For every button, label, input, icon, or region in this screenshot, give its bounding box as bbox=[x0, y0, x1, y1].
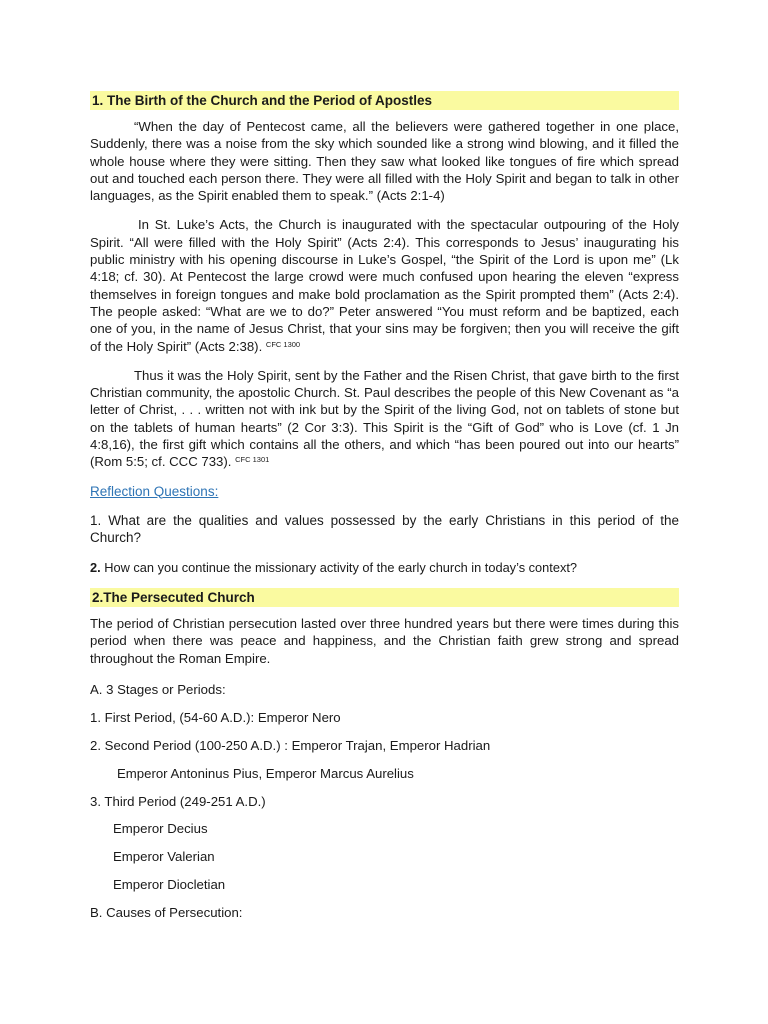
stages-title: A. 3 Stages or Periods: bbox=[90, 682, 226, 698]
reference-cfc-1301: CFC 1301 bbox=[235, 455, 270, 465]
second-period-item: 2. Second Period (100-250 A.D.) : Emperor Trajan, Emperor Hadrian bbox=[90, 737, 491, 753]
emperor-list-item: Emperor Valerian bbox=[113, 849, 215, 865]
question-2-number: 2. bbox=[90, 559, 101, 575]
causes-of-persecution-title: B. Causes of Persecution: bbox=[90, 905, 243, 921]
reflection-question-2 bbox=[90, 559, 679, 577]
question-2-text: How can you continue the missionary activity of the early church in today’s context? bbox=[100, 559, 578, 575]
second-period-continued: Emperor Antoninus Pius, Emperor Marcus Aurelius bbox=[117, 765, 414, 781]
document-content bbox=[90, 91, 679, 932]
holy-spirit-paragraph bbox=[90, 367, 679, 471]
holy-spirit-text: Thus it was the Holy Spirit, sent by the Father and the Risen Christ, that gave birth to the first Christian community, the apostolic Church. St. Paul describes the people of this New Covenant as “a letter of Christ, . . . written not with ink but by the Spirit of the living God, not on tablets of stone but on the tablets of human hearts” (2 Cor 3:3). This Spirit is the “Gift of God” who is Love (cf. 1 Jn 4:8,16), the first gift which contains all the others, and which “has been poured out into our hearts” (Rom 5:5; cf. CCC 733). bbox=[90, 367, 679, 470]
reference-cfc-1300: CFC 1300 bbox=[265, 339, 301, 349]
emperor-list-item: Emperor Decius bbox=[113, 821, 208, 837]
reflection-question-1: 1. What are the qualities and values possessed by the early Christians in this period of the Church? bbox=[90, 512, 679, 546]
luke-acts-text: In St. Luke’s Acts, the Church is inaugurated with the spectacular outpouring of the Holy Spirit. “All were filled with the Holy Spirit” (Acts 2:4). This corresponds to Jesus’ inaugurating his public ministry with his opening discourse in Luke’s Gospel, “the Spirit of the Lord is upon me” (Lk 4:18; cf. 30). At Pentecost the large crowd were much confused upon hearing the eleven “express themselves in foreign tongues and make bold proclamation as the Spirit prompted them” (Acts 2:4). The people asked: “What are we to do?” Peter answered “You must reform and be baptized, each one of you, in the name of Jesus Christ, that your sins may be forgiven; then you will receive the gift of the Holy Spirit” (Acts 2:38). bbox=[90, 217, 679, 354]
section-heading-birth-of-church: 1. The Birth of the Church and the Period of Apostles bbox=[90, 91, 679, 110]
persecuted-church-heading-text: 2.The Persecuted Church bbox=[92, 590, 255, 606]
section-heading-persecuted-church bbox=[90, 588, 679, 607]
first-period-item: 1. First Period, (54-60 A.D.): Emperor Nero bbox=[90, 709, 341, 725]
emperor-list-item: Emperor Diocletian bbox=[113, 877, 226, 893]
luke-acts-paragraph bbox=[90, 216, 679, 354]
third-period-item: 3. Third Period (249-251 A.D.) bbox=[90, 793, 266, 809]
persecution-intro-paragraph: The period of Christian persecution lasted over three hundred years but there were times during this period when there was peace and happiness, and the Christian faith grew strong and spread throughout the Roman Empire. bbox=[90, 616, 679, 666]
reflection-questions-link[interactable]: Reflection Questions: bbox=[90, 483, 219, 499]
pentecost-quote-paragraph: “When the day of Pentecost came, all the believers were gathered together in one place, Suddenly, there was a noise from the sky which sounded like a strong wind blowing, and it filled the whole house where they were sitting. Then they saw what looked like tongues of fire which spread out and touched each person there. They were all filled with the Holy Spirit and began to talk in other languages, as the Spirit enabled them to speak.” (Acts 2:1-4) bbox=[90, 119, 679, 204]
